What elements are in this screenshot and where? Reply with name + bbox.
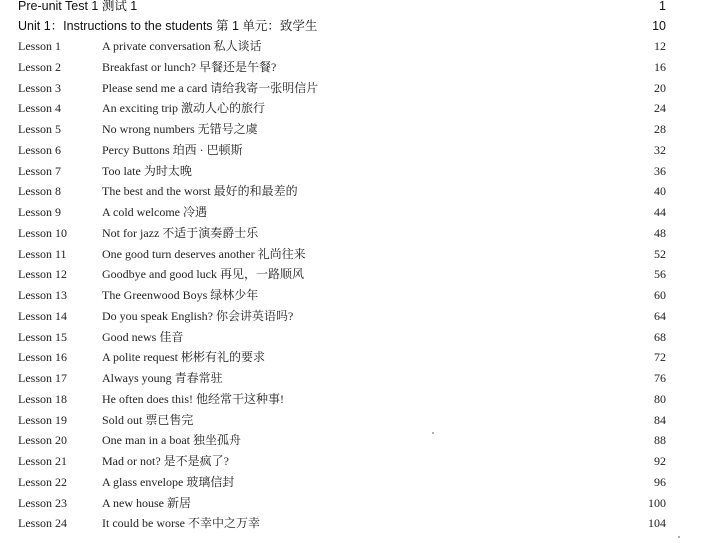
lesson-row	[18, 306, 666, 326]
lesson-page-number: 76	[654, 371, 666, 385]
lesson-page-number: 56	[654, 267, 666, 282]
lesson-page-number: 44	[654, 205, 666, 219]
lesson-row	[18, 430, 666, 450]
lesson-number: Lesson 19	[18, 412, 67, 427]
lesson-title: Do you speak English? 你会讲英语吗?	[102, 308, 294, 323]
lesson-title: Mad or not? 是不是疯了?	[102, 454, 229, 468]
lesson-number: Lesson 15	[18, 329, 67, 344]
lesson-title: A cold welcome 冷遇	[102, 205, 207, 219]
lesson-title: The best and the worst 最好的和最差的	[102, 184, 298, 199]
lesson-page-number: 60	[654, 288, 666, 302]
lesson-row	[18, 389, 666, 409]
lesson-number: Lesson 9	[18, 205, 61, 219]
lesson-number: Lesson 10	[18, 225, 67, 240]
lesson-number: Lesson 2	[18, 59, 61, 74]
lesson-row	[18, 493, 666, 513]
lesson-number: Lesson 18	[18, 391, 67, 406]
lesson-row	[18, 202, 666, 222]
lesson-title: One good turn deserves another 礼尚往来	[102, 246, 306, 261]
lesson-number: Lesson 14	[18, 308, 67, 323]
lesson-number: Lesson 24	[18, 516, 67, 531]
lesson-page-number: 92	[654, 454, 666, 468]
lesson-title: Percy Buttons 珀西 · 巴顿斯	[102, 142, 243, 157]
lesson-page-number: 104	[648, 516, 666, 531]
lesson-title: Breakfast or lunch? 早餐还是午餐?	[102, 59, 277, 74]
unit-1-row	[18, 17, 666, 35]
lesson-row	[18, 181, 666, 201]
lesson-number: Lesson 22	[18, 474, 67, 489]
lesson-page-number: 28	[654, 122, 666, 136]
lesson-row	[18, 347, 666, 367]
lesson-title: It could be worse 不幸中之万幸	[102, 516, 260, 531]
lesson-row	[18, 119, 666, 139]
lesson-title: Good news 佳音	[102, 329, 184, 344]
lesson-row	[18, 98, 666, 118]
lesson-number: Lesson 16	[18, 350, 67, 365]
scan-speck	[678, 536, 680, 538]
scan-speck	[432, 432, 434, 434]
lesson-number: Lesson 13	[18, 288, 67, 302]
lesson-number: Lesson 8	[18, 184, 61, 199]
lesson-row	[18, 451, 666, 471]
lesson-number: Lesson 11	[18, 246, 67, 261]
unit-1-title: Unit 1：Instructions to the students 第 1 单元：致学生	[18, 19, 318, 33]
lesson-number: Lesson 3	[18, 80, 61, 95]
lesson-row	[18, 410, 666, 430]
lesson-title: Please send me a card 请给我寄一张明信片	[102, 80, 319, 95]
lesson-page-number: 100	[648, 495, 666, 510]
lesson-row	[18, 264, 666, 284]
lesson-page-number: 68	[654, 329, 666, 344]
lesson-row	[18, 36, 666, 56]
lesson-number: Lesson 21	[18, 454, 67, 468]
lesson-page-number: 84	[654, 412, 666, 427]
lesson-number: Lesson 4	[18, 101, 61, 116]
lesson-title: Sold out 票已售完	[102, 412, 194, 427]
lesson-title: Always young 青春常驻	[102, 371, 223, 385]
lesson-row	[18, 513, 666, 533]
lesson-page-number: 16	[654, 59, 666, 74]
pre-unit-test-title: Pre-unit Test 1 测试 1	[18, 0, 138, 13]
pre-unit-test-row	[18, 0, 666, 15]
lesson-number: Lesson 7	[18, 163, 61, 178]
lesson-page-number: 88	[654, 433, 666, 448]
lesson-title: The Greenwood Boys 绿林少年	[102, 288, 259, 302]
lesson-number: Lesson 17	[18, 371, 67, 385]
lesson-title: Goodbye and good luck 再见，一路顺风	[102, 267, 304, 282]
lesson-title: An exciting trip 激动人心的旅行	[102, 101, 265, 116]
lesson-row	[18, 327, 666, 347]
pre-unit-test-page: 1	[659, 0, 666, 13]
lesson-title: A glass envelope 玻璃信封	[102, 474, 235, 489]
lesson-page-number: 52	[654, 246, 666, 261]
lesson-number: Lesson 12	[18, 267, 67, 282]
lesson-row	[18, 140, 666, 160]
lesson-page-number: 24	[654, 101, 666, 116]
lesson-page-number: 12	[654, 39, 666, 53]
lesson-number: Lesson 6	[18, 142, 61, 157]
lesson-row	[18, 57, 666, 77]
lesson-title: No wrong numbers 无错号之虞	[102, 122, 258, 136]
lesson-number: Lesson 5	[18, 122, 61, 136]
lesson-title: A polite request 彬彬有礼的要求	[102, 350, 265, 365]
lesson-page-number: 40	[654, 184, 666, 199]
lesson-page-number: 48	[654, 225, 666, 240]
lesson-row	[18, 285, 666, 305]
unit-1-page: 10	[652, 19, 666, 33]
lesson-number: Lesson 1	[18, 39, 61, 53]
lesson-page-number: 80	[654, 391, 666, 406]
lesson-title: Too late 为时太晚	[102, 163, 192, 178]
lesson-page-number: 36	[654, 163, 666, 178]
lesson-page-number: 20	[654, 80, 666, 95]
lesson-row	[18, 78, 666, 98]
lesson-page-number: 64	[654, 308, 666, 323]
lesson-row	[18, 472, 666, 492]
lesson-title: He often does this! 他经常干这种事!	[102, 391, 284, 406]
lesson-title: A private conversation 私人谈话	[102, 39, 262, 53]
lesson-title: Not for jazz 不适于演奏爵士乐	[102, 225, 259, 240]
lesson-row	[18, 161, 666, 181]
lesson-number: Lesson 23	[18, 495, 67, 510]
lesson-page-number: 72	[654, 350, 666, 365]
lesson-page-number: 32	[654, 142, 666, 157]
lesson-number: Lesson 20	[18, 433, 67, 448]
lesson-title: A new house 新居	[102, 495, 191, 510]
lesson-row	[18, 223, 666, 243]
lesson-page-number: 96	[654, 474, 666, 489]
lesson-row	[18, 244, 666, 264]
lesson-row	[18, 368, 666, 388]
lesson-title: One man in a boat 独坐孤舟	[102, 433, 241, 448]
